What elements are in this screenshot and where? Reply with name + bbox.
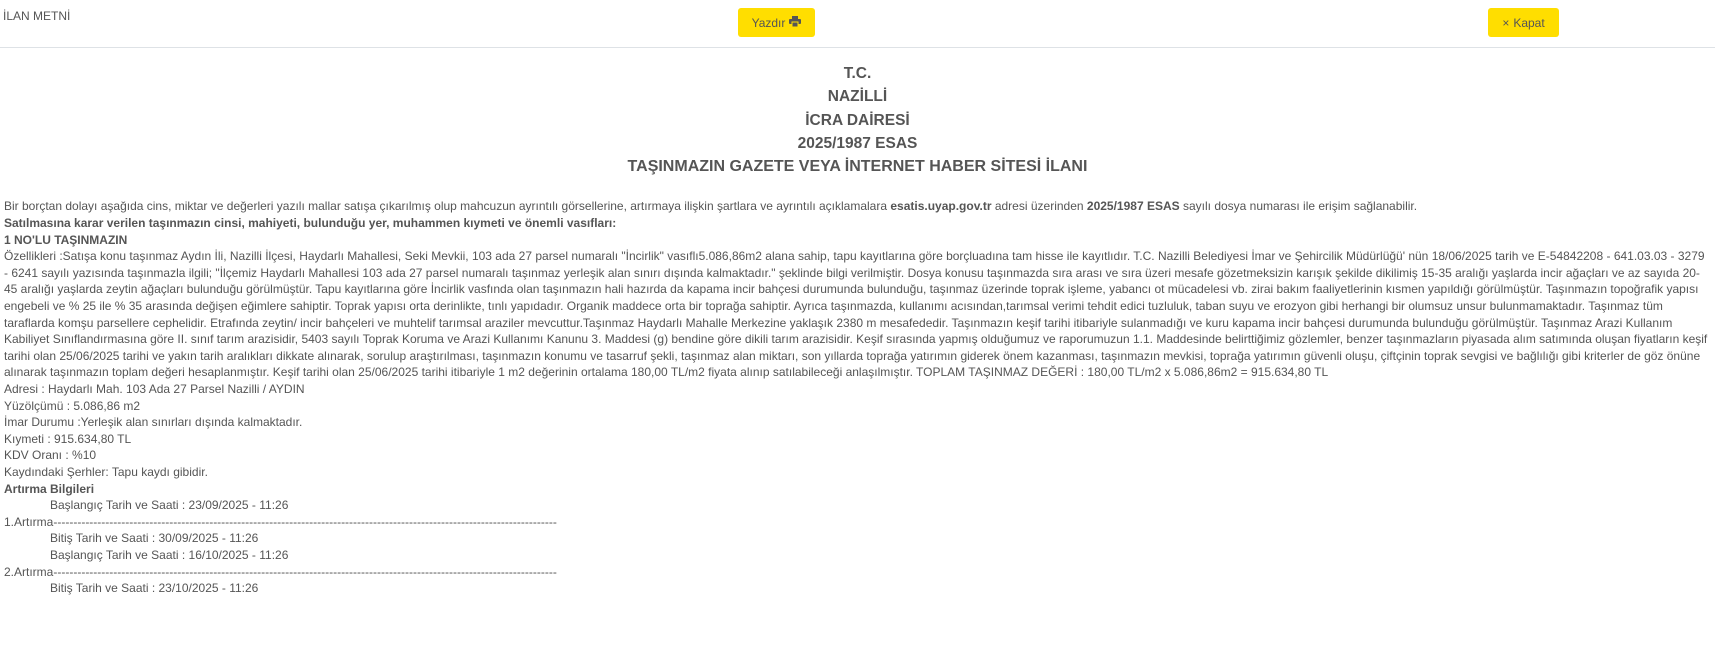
section-subtitle: Satılmasına karar verilen taşınmazın cinsi, mahiyeti, bulunduğu yer, muhammen kıymeti ve önemli vasıfları:: [4, 216, 617, 231]
intro-paragraph: Bir borçtan dolayı aşağıda cins, miktar ve değerleri yazılı mallar satışa çıkarılmış olup mahcuzun ayrıntılı görsellerine, artırmaya ilişkin şartlara ve ayrıntılı açıklamalara esatis.uyap.gov.tr adresi üzerinden 2025/1987 ESAS sayılı dosya numarası ile erişim sağlanabilir.: [4, 199, 1418, 214]
auction-2: [4, 547, 1711, 597]
file-number: 2025/1987 ESAS: [1086, 199, 1180, 214]
heading-file-no: 2025/1987 ESAS: [797, 134, 918, 152]
auction-label: 2.Artırma: [4, 564, 54, 579]
print-label: Yazdır: [751, 15, 786, 30]
document-headings: [4, 62, 1711, 178]
detail-area: Yüzölçümü : 5.086,86 m2: [4, 398, 141, 413]
property-title: 1 NO'LU TAŞINMAZIN: [4, 232, 128, 247]
auction-title: Artırma Bilgileri: [4, 481, 95, 496]
heading-city: NAZİLLİ: [827, 88, 888, 106]
auction-start: Başlangıç Tarih ve Saati : 16/10/2025 - 11:26: [50, 547, 289, 562]
close-button[interactable]: [1488, 8, 1559, 37]
auction-start: Başlangıç Tarih ve Saati : 23/09/2025 - 11:26: [50, 498, 289, 513]
separator: ------------------------------------------------------------------------------------------------------------------------------: [53, 564, 557, 579]
header-bar: [0, 0, 1715, 48]
close-icon: ×: [1502, 15, 1510, 30]
heading-announcement: TAŞINMAZIN GAZETE VEYA İNTERNET HABER SİTESİ İLANI: [627, 158, 1088, 176]
announcement-body: [0, 48, 1715, 597]
close-label: Kapat: [1513, 15, 1545, 30]
auction-end: Bitiş Tarih ve Saati : 23/10/2025 - 11:26: [50, 581, 259, 596]
separator: ------------------------------------------------------------------------------------------------------------------------------: [53, 514, 557, 529]
auction-label: 1.Artırma: [4, 514, 54, 529]
property-features: Özellikleri :Satışa konu taşınmaz Aydın İli, Nazilli İlçesi, Haydarlı Mahallesi, Seki Mevkii, 103 ada 27 parsel numaralı "İncirlik" vasıflı5.086,86m2 alana sahip, tapu kayıtlarına göre borçluadına tam hisse ile kayıtlıdır. T.C. Nazilli Belediyesi İmar ve Şehircilik Müdürlüğü' nün 18/06/2025 tarih ve E-54842208 - 641.03.03 - 3279 - 6241 sayılı yazısında taşınmazla ilgili; "İlçemiz Haydarlı Mahallesi 103 ada 27 parsel numaralı taşınmaz yerleşik alan sınırı dışında kalmaktadır." şeklinde bilgi verilmiştir. Dosya konusu taşınmazda sıra arası ve sıra üzeri mesafe gözetmeksizin karışık şekilde dikilimiş 15-35 aralığı yaşlarda incir ağaçları ve az sayıda 20-45 aralığı yaşlarda zeytin ağaçları bulunduğu görülmüştür. Tapu kayıtlarına göre İncirlik vasfında olan taşınmazın hali hazırda da kapama incir bahçesi durumunda bulunduğu, taşınmaz üzerinde toprak işleme, yabancı ot mücadelesi vb. zirai bakım faaliyetlerinin kısmen yapıldığı görülmüştür. Taşınmazın topoğrafik yapısı engebeli ve % 25 ile % 35 arasında değişen eğimlere sahiptir. Toprak yapısı orta derinlikte, tınlı yapıdadır. Organik maddece orta bir toprağa sahiptir. Ayrıca taşınmazda, kullanımı acısından,tarımsal verimi tehdit edici tuzluluk, taban suyu ve erozyon gibi herhangi bir olumsuz unsur bulunmamaktadır. Taşınmaz tüm taraflarda komşu parsellere cephelidir. Etrafında zeytin/ incir bahçeleri ve muhtelif tarımsal araziler mevcuttur.Taşınmaz Haydarlı Mahalle Merkezine yaklaşık 2380 m mesafededir. Taşınmazın keşif tarihi itibariyle sulanmadığı ve kuru kapama incir bahçesi durumunda bulunduğu görülmüştür. Taşınmaz Arazi Kullanım Kabiliyet Sınıflandırmasına göre II. sınıf tarım arazisidir, 5403 sayılı Toprak Koruma ve Arazi Kullanımı Kanunu 3. Maddesi (g) bendine göre dikili tarım arazisidir. Keşif sırasında yapmış olduğumuz ve raporumuzun 1.1. Maddesinde belirttiğimiz gözlemler, benzer taşınmazların piyasada alım satımında oluşan fiyatların keşif tarihi olan 25/06/2025 tarihi ve yakın tarih aralıkları dikkate alınarak, sorulup araştırılması, taşınmazın konumu ve tasarruf şekli, taşınmaz alan miktarı, son yıllarda toprağa yatırımın giderek önem kazanması, taşınmazın mevkisi, toprağa yatırımın güvenli oluşu, çiftçinin toprak sevgisi ve bağlılığı gibi kriterler de göz önüne alınarak taşınmazın toplam değeri hesaplanmıştır. Keşif tarihi olan 25/06/2025 tarihi itibariyle 1 m2 değerinin ortalama 180,00 TL/m2 fiyata alınıp satılabileceği anlaşılmıştır. TOPLAM TAŞINMAZ DEĞERİ : 180,00 TL/m2 x 5.086,86m2 = 915.634,80 TL: [4, 249, 1708, 380]
auction-end: Bitiş Tarih ve Saati : 30/09/2025 - 11:26: [50, 531, 259, 546]
detail-zoning: İmar Durumu :Yerleşik alan sınırları dışında kalmaktadır.: [4, 415, 303, 430]
detail-annotations: Kaydındaki Şerhler: Tapu kaydı gibidir.: [4, 464, 208, 479]
heading-office: İCRA DAİRESİ: [805, 111, 910, 129]
detail-address: Adresi : Haydarlı Mah. 103 Ada 27 Parsel Nazilli / AYDIN: [4, 382, 305, 397]
heading-tc: T.C.: [843, 65, 872, 82]
print-button[interactable]: [738, 8, 815, 37]
site-link: esatis.uyap.gov.tr: [890, 199, 992, 214]
detail-vat: KDV Oranı : %10: [4, 448, 97, 463]
detail-value: Kıymeti : 915.634,80 TL: [4, 431, 132, 446]
auction-1: [4, 497, 1711, 547]
page-title: İLAN METNİ: [3, 9, 71, 23]
printer-icon: [789, 16, 801, 30]
